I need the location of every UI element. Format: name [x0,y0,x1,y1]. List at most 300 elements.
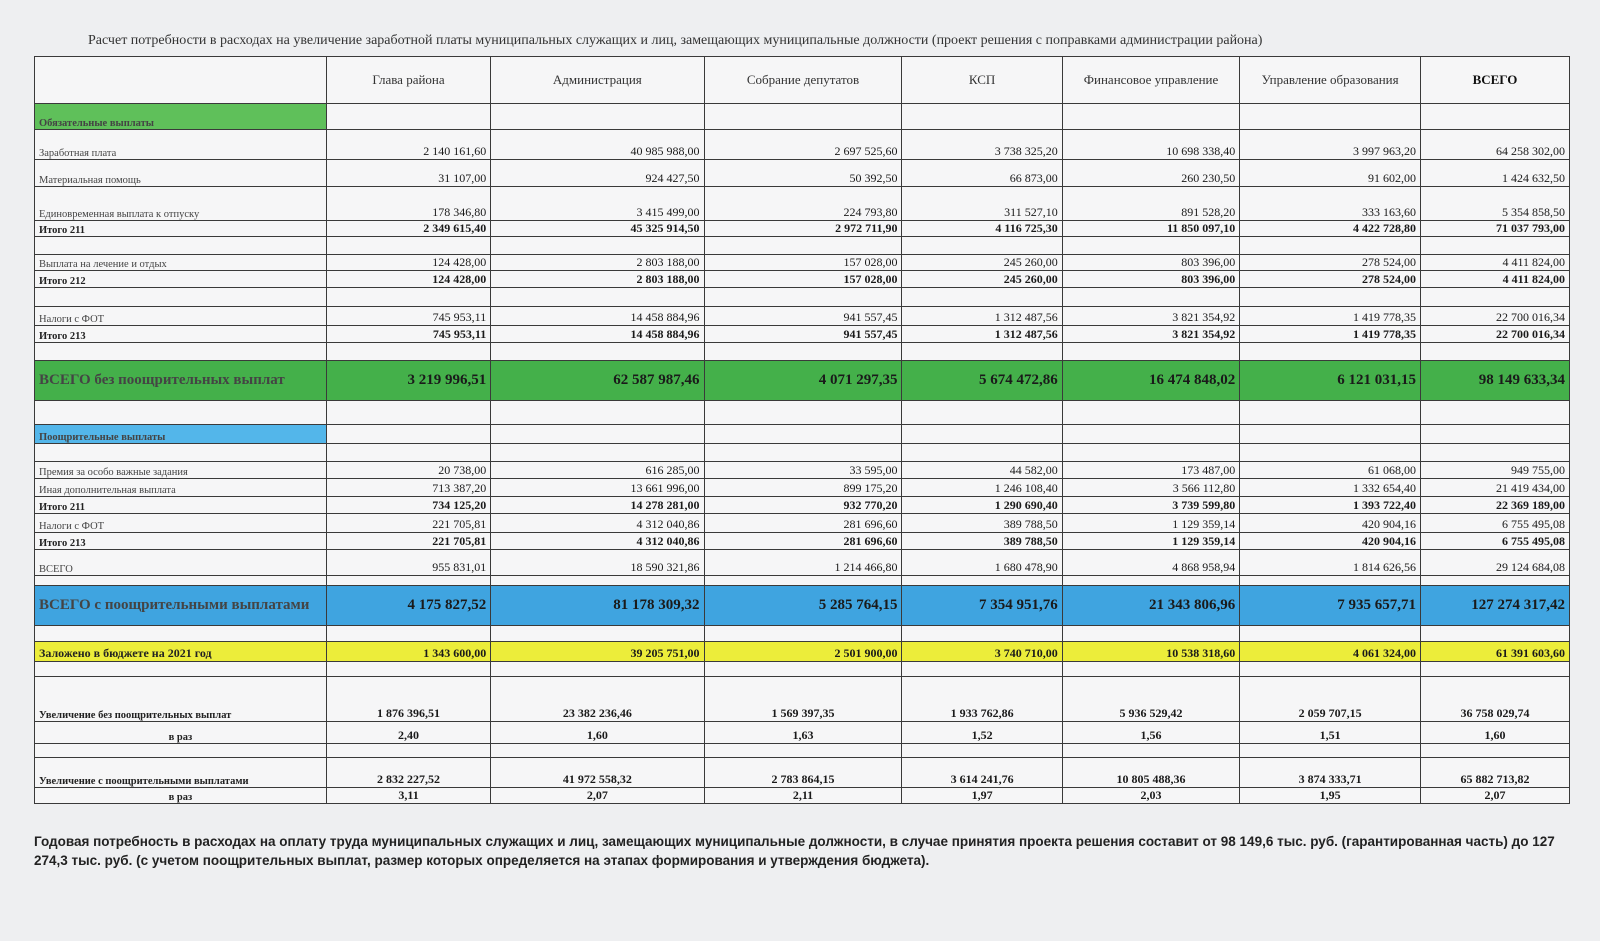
empty-cell [491,343,704,361]
summary-note: Годовая потребность в расходах на оплату труда муниципальных служащих и лиц, замещающих муниципальные должности, в случае принятия проекта решения составит от 98 149,6 тыс. руб. (гарантированная часть) до 127 274,3 тыс. руб. (с учетом поощрительных выплат, размер которых определяется на этапах формирования и утверждения бюджета). [34,834,1555,868]
value-cell: 157 028,00 [704,255,902,271]
value-cell: 22 369 189,00 [1420,497,1569,514]
value-cell: 33 595,00 [704,462,902,479]
row-label: Итого 213 [35,326,327,343]
value-cell: 22 700 016,34 [1420,307,1569,326]
table-row [35,586,1570,626]
empty-cell [326,744,490,758]
value-cell: 36 758 029,74 [1420,677,1569,722]
value-cell: 3 874 333,71 [1240,758,1421,788]
value-cell: 389 788,50 [902,533,1062,550]
row-label: ВСЕГО без поощрительных выплат [35,361,327,401]
value-cell: 803 396,00 [1062,271,1240,288]
empty-cell [35,744,327,758]
value-cell: 81 178 309,32 [491,586,704,626]
empty-cell [1062,104,1240,130]
value-cell: 23 382 236,46 [491,677,704,722]
value-cell: 1,63 [704,722,902,744]
value-cell: 1 569 397,35 [704,677,902,722]
value-cell: 3 740 710,00 [902,642,1062,662]
empty-cell [1062,444,1240,462]
value-cell: 6 755 495,08 [1420,514,1569,533]
header-corner [35,57,327,104]
empty-cell [491,444,704,462]
empty-cell [704,237,902,255]
empty-cell [1240,576,1421,586]
value-cell: 21 419 434,00 [1420,479,1569,497]
value-cell: 61 068,00 [1240,462,1421,479]
empty-cell [704,576,902,586]
empty-cell [491,104,704,130]
value-cell: 124 428,00 [326,271,490,288]
value-cell: 745 953,11 [326,307,490,326]
empty-cell [35,237,327,255]
value-cell: 7 354 951,76 [902,586,1062,626]
header-row [35,57,1570,104]
empty-cell [1062,237,1240,255]
empty-cell [35,626,327,642]
value-cell: 39 205 751,00 [491,642,704,662]
value-cell: 281 696,60 [704,533,902,550]
value-cell: 1 343 600,00 [326,642,490,662]
value-cell: 745 953,11 [326,326,490,343]
empty-cell [704,425,902,444]
value-cell: 4 868 958,94 [1062,550,1240,576]
value-cell: 713 387,20 [326,479,490,497]
empty-cell [902,104,1062,130]
value-cell: 5 285 764,15 [704,586,902,626]
value-cell: 899 175,20 [704,479,902,497]
value-cell: 4 312 040,86 [491,533,704,550]
empty-cell [1240,444,1421,462]
empty-cell [1062,576,1240,586]
row-label: Увеличение с поощрительными выплатами [35,758,327,788]
section-row-incentive [35,425,1570,444]
row-label: Иная дополнительная выплата [35,479,327,497]
value-cell: 3 821 354,92 [1062,307,1240,326]
value-cell: 924 427,50 [491,160,704,187]
value-cell: 949 755,00 [1420,462,1569,479]
spacer-row [35,626,1570,642]
value-cell: 21 343 806,96 [1062,586,1240,626]
empty-cell [1062,343,1240,361]
value-cell: 1 419 778,35 [1240,326,1421,343]
value-cell: 31 107,00 [326,160,490,187]
value-cell: 1 933 762,86 [902,677,1062,722]
salary-calculation-table [34,56,1570,804]
value-cell: 941 557,45 [704,326,902,343]
empty-cell [1240,744,1421,758]
value-cell: 3,11 [326,788,490,804]
value-cell: 5 354 858,50 [1420,187,1569,221]
value-cell: 1 214 466,80 [704,550,902,576]
value-cell: 1,60 [1420,722,1569,744]
row-label: Премия за особо важные задания [35,462,327,479]
value-cell: 224 793,80 [704,187,902,221]
value-cell: 5 674 472,86 [902,361,1062,401]
empty-cell [1062,626,1240,642]
value-cell: 66 873,00 [902,160,1062,187]
table-row [35,722,1570,744]
empty-cell [704,343,902,361]
empty-cell [35,288,327,307]
section-label: Обязательные выплаты [35,104,327,130]
table-row [35,255,1570,271]
empty-cell [902,626,1062,642]
empty-cell [1420,662,1569,677]
value-cell: 62 587 987,46 [491,361,704,401]
table-row [35,479,1570,497]
empty-cell [326,288,490,307]
table-body [35,57,1570,804]
table-row [35,758,1570,788]
table-row [35,361,1570,401]
value-cell: 2,07 [491,788,704,804]
empty-cell [1240,104,1421,130]
empty-cell [902,425,1062,444]
value-cell: 2 832 227,52 [326,758,490,788]
row-label: Итого 211 [35,497,327,514]
value-cell: 3 997 963,20 [1240,130,1421,160]
empty-cell [491,662,704,677]
empty-cell [35,401,327,425]
spacer-row [35,288,1570,307]
column-header: Администрация [491,57,704,104]
empty-cell [491,425,704,444]
empty-cell [326,444,490,462]
value-cell: 61 391 603,60 [1420,642,1569,662]
empty-cell [491,237,704,255]
value-cell: 1 680 478,90 [902,550,1062,576]
empty-cell [902,343,1062,361]
value-cell: 41 972 558,32 [491,758,704,788]
row-label: Заложено в бюджете на 2021 год [35,642,327,662]
value-cell: 124 428,00 [326,255,490,271]
value-cell: 20 738,00 [326,462,490,479]
table-row [35,271,1570,288]
empty-cell [1240,237,1421,255]
column-header: ВСЕГО [1420,57,1569,104]
value-cell: 3 821 354,92 [1062,326,1240,343]
value-cell: 14 458 884,96 [491,307,704,326]
row-label: Увеличение без поощрительных выплат [35,677,327,722]
value-cell: 2 140 161,60 [326,130,490,160]
value-cell: 22 700 016,34 [1420,326,1569,343]
value-cell: 278 524,00 [1240,255,1421,271]
value-cell: 11 850 097,10 [1062,221,1240,237]
section-row-mandatory [35,104,1570,130]
empty-cell [491,744,704,758]
empty-cell [35,444,327,462]
table-row [35,307,1570,326]
empty-cell [1062,288,1240,307]
value-cell: 2 059 707,15 [1240,677,1421,722]
empty-cell [1420,237,1569,255]
empty-cell [326,662,490,677]
value-cell: 64 258 302,00 [1420,130,1569,160]
table-row [35,514,1570,533]
value-cell: 245 260,00 [902,271,1062,288]
empty-cell [1240,425,1421,444]
empty-cell [902,237,1062,255]
column-header: Глава района [326,57,490,104]
spacer-row [35,444,1570,462]
value-cell: 245 260,00 [902,255,1062,271]
value-cell: 803 396,00 [1062,255,1240,271]
value-cell: 1,52 [902,722,1062,744]
value-cell: 71 037 793,00 [1420,221,1569,237]
empty-cell [35,662,327,677]
value-cell: 45 325 914,50 [491,221,704,237]
value-cell: 2 972 711,90 [704,221,902,237]
table-row [35,221,1570,237]
spacer-row [35,343,1570,361]
value-cell: 1 393 722,40 [1240,497,1421,514]
empty-cell [1240,288,1421,307]
value-cell: 4 411 824,00 [1420,255,1569,271]
value-cell: 389 788,50 [902,514,1062,533]
row-label: Материальная помощь [35,160,327,187]
empty-cell [1062,425,1240,444]
value-cell: 1,95 [1240,788,1421,804]
empty-cell [1240,626,1421,642]
empty-cell [1062,662,1240,677]
value-cell: 1 129 359,14 [1062,533,1240,550]
empty-cell [704,662,902,677]
spacer-row [35,576,1570,586]
value-cell: 4 175 827,52 [326,586,490,626]
value-cell: 14 278 281,00 [491,497,704,514]
value-cell: 178 346,80 [326,187,490,221]
row-label: ВСЕГО [35,550,327,576]
row-label: Выплата на лечение и отдых [35,255,327,271]
value-cell: 941 557,45 [704,307,902,326]
empty-cell [1420,744,1569,758]
value-cell: 14 458 884,96 [491,326,704,343]
table-row [35,677,1570,722]
value-cell: 1 814 626,56 [1240,550,1421,576]
value-cell: 1,97 [902,788,1062,804]
empty-cell [35,343,327,361]
value-cell: 955 831,01 [326,550,490,576]
value-cell: 6 755 495,08 [1420,533,1569,550]
empty-cell [704,401,902,425]
value-cell: 4 411 824,00 [1420,271,1569,288]
row-label: Итого 211 [35,221,327,237]
value-cell: 13 661 996,00 [491,479,704,497]
value-cell: 1 129 359,14 [1062,514,1240,533]
value-cell: 1,60 [491,722,704,744]
row-label: ВСЕГО с поощрительными выплатами [35,586,327,626]
value-cell: 29 124 684,08 [1420,550,1569,576]
value-cell: 10 805 488,36 [1062,758,1240,788]
value-cell: 173 487,00 [1062,462,1240,479]
value-cell: 278 524,00 [1240,271,1421,288]
empty-cell [326,401,490,425]
spacer-row [35,237,1570,255]
empty-cell [1240,662,1421,677]
value-cell: 4 422 728,80 [1240,221,1421,237]
value-cell: 3 739 599,80 [1062,497,1240,514]
empty-cell [326,343,490,361]
empty-cell [902,744,1062,758]
value-cell: 5 936 529,42 [1062,677,1240,722]
empty-cell [491,626,704,642]
spacer-row [35,662,1570,677]
row-label: Заработная плата [35,130,327,160]
value-cell: 3 219 996,51 [326,361,490,401]
value-cell: 1 312 487,56 [902,326,1062,343]
empty-cell [1420,576,1569,586]
empty-cell [704,288,902,307]
value-cell: 4 312 040,86 [491,514,704,533]
value-cell: 1 424 632,50 [1420,160,1569,187]
value-cell: 1,51 [1240,722,1421,744]
empty-cell [704,626,902,642]
value-cell: 420 904,16 [1240,533,1421,550]
value-cell: 3 566 112,80 [1062,479,1240,497]
column-header: Финансовое управление [1062,57,1240,104]
empty-cell [326,626,490,642]
value-cell: 891 528,20 [1062,187,1240,221]
empty-cell [1420,444,1569,462]
document-title: Расчет потребности в расходах на увеличение заработной платы муниципальных служащих и лиц, замещающих муниципальные должности (проект решения с поправками администрации района) [88,33,1263,48]
value-cell: 420 904,16 [1240,514,1421,533]
value-cell: 50 392,50 [704,160,902,187]
value-cell: 16 474 848,02 [1062,361,1240,401]
value-cell: 3 614 241,76 [902,758,1062,788]
spacer-row [35,744,1570,758]
value-cell: 4 116 725,30 [902,221,1062,237]
empty-cell [1420,425,1569,444]
row-label: Единовременная выплата к отпуску [35,187,327,221]
empty-cell [1062,401,1240,425]
empty-cell [704,104,902,130]
empty-cell [326,237,490,255]
empty-cell [902,444,1062,462]
empty-cell [491,288,704,307]
value-cell: 221 705,81 [326,533,490,550]
column-header: КСП [902,57,1062,104]
empty-cell [491,401,704,425]
value-cell: 3 738 325,20 [902,130,1062,160]
value-cell: 311 527,10 [902,187,1062,221]
table-row [35,788,1570,804]
row-label: Налоги с ФОТ [35,514,327,533]
value-cell: 3 415 499,00 [491,187,704,221]
value-cell: 1 419 778,35 [1240,307,1421,326]
empty-cell [1420,401,1569,425]
table-row [35,462,1570,479]
value-cell: 734 125,20 [326,497,490,514]
empty-cell [35,576,327,586]
value-cell: 1 290 690,40 [902,497,1062,514]
empty-cell [326,576,490,586]
empty-cell [902,288,1062,307]
value-cell: 2 783 864,15 [704,758,902,788]
table-row [35,642,1570,662]
table-row [35,160,1570,187]
table-row [35,187,1570,221]
value-cell: 2 803 188,00 [491,255,704,271]
value-cell: 260 230,50 [1062,160,1240,187]
empty-cell [1420,343,1569,361]
value-cell: 2 349 615,40 [326,221,490,237]
empty-cell [1420,626,1569,642]
value-cell: 2 803 188,00 [491,271,704,288]
value-cell: 7 935 657,71 [1240,586,1421,626]
value-cell: 1,56 [1062,722,1240,744]
spacer-row [35,401,1570,425]
value-cell: 2,40 [326,722,490,744]
value-cell: 127 274 317,42 [1420,586,1569,626]
empty-cell [902,576,1062,586]
row-label: Итого 213 [35,533,327,550]
empty-cell [902,662,1062,677]
value-cell: 2,03 [1062,788,1240,804]
table-row [35,130,1570,160]
value-cell: 221 705,81 [326,514,490,533]
empty-cell [1420,104,1569,130]
value-cell: 91 602,00 [1240,160,1421,187]
value-cell: 18 590 321,86 [491,550,704,576]
empty-cell [704,444,902,462]
value-cell: 98 149 633,34 [1420,361,1569,401]
empty-cell [902,401,1062,425]
value-cell: 157 028,00 [704,271,902,288]
value-cell: 1 332 654,40 [1240,479,1421,497]
value-cell: 1 876 396,51 [326,677,490,722]
empty-cell [1240,401,1421,425]
value-cell: 4 061 324,00 [1240,642,1421,662]
value-cell: 1 246 108,40 [902,479,1062,497]
table-row [35,326,1570,343]
empty-cell [1062,744,1240,758]
empty-cell [1420,288,1569,307]
value-cell: 65 882 713,82 [1420,758,1569,788]
value-cell: 4 071 297,35 [704,361,902,401]
value-cell: 281 696,60 [704,514,902,533]
table-row [35,533,1570,550]
value-cell: 333 163,60 [1240,187,1421,221]
section-label: Поощрительные выплаты [35,425,327,444]
value-cell: 932 770,20 [704,497,902,514]
row-label: в раз [35,722,327,744]
column-header: Собрание депутатов [704,57,902,104]
value-cell: 10 538 318,60 [1062,642,1240,662]
value-cell: 44 582,00 [902,462,1062,479]
empty-cell [326,104,490,130]
table-row [35,550,1570,576]
row-label: в раз [35,788,327,804]
value-cell: 2 501 900,00 [704,642,902,662]
value-cell: 2,07 [1420,788,1569,804]
value-cell: 616 285,00 [491,462,704,479]
empty-cell [491,576,704,586]
value-cell: 2 697 525,60 [704,130,902,160]
table-row [35,497,1570,514]
value-cell: 6 121 031,15 [1240,361,1421,401]
value-cell: 10 698 338,40 [1062,130,1240,160]
empty-cell [1240,343,1421,361]
row-label: Налоги с ФОТ [35,307,327,326]
value-cell: 40 985 988,00 [491,130,704,160]
column-header: Управление образования [1240,57,1421,104]
empty-cell [326,425,490,444]
value-cell: 2,11 [704,788,902,804]
row-label: Итого 212 [35,271,327,288]
value-cell: 1 312 487,56 [902,307,1062,326]
